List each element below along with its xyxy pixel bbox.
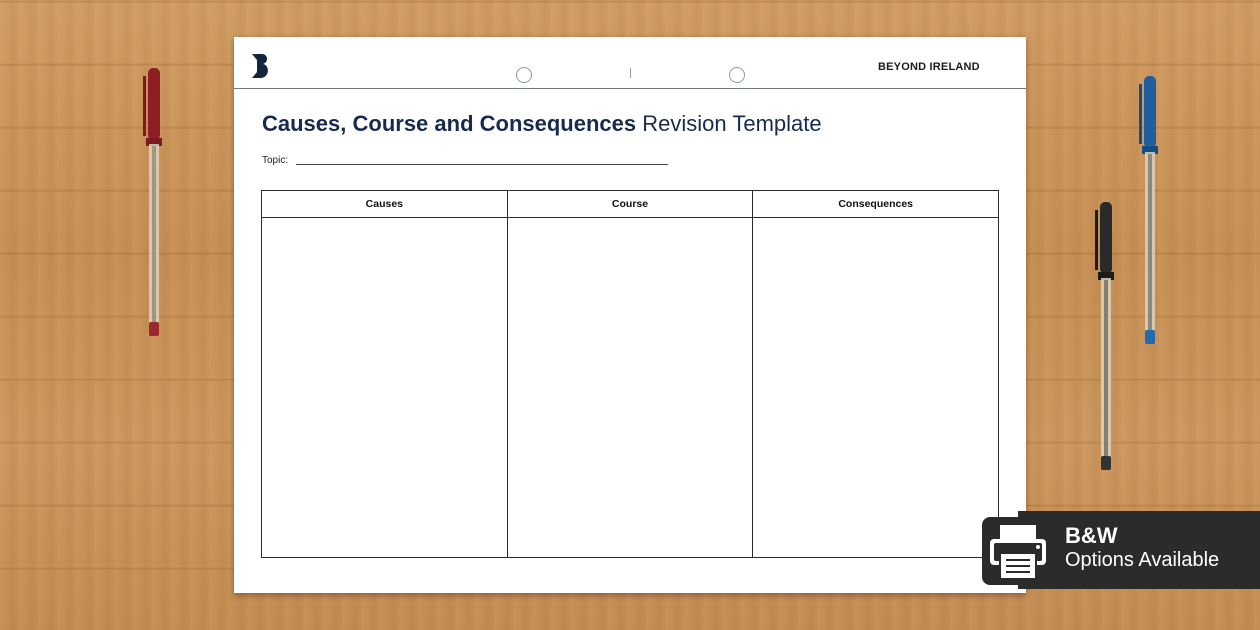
worksheet-header [234, 37, 1026, 89]
printer-icon [982, 517, 1054, 585]
blue-pen [1136, 76, 1166, 348]
topic-label: Topic: [262, 155, 289, 166]
bw-options-badge [1018, 511, 1260, 589]
logo-icon [250, 52, 272, 80]
table-column-consequences [752, 191, 998, 557]
badge-title: B&W [1065, 523, 1118, 548]
column-writing-area [262, 218, 507, 557]
red-pen [140, 68, 170, 340]
topic-write-line [296, 164, 668, 165]
punch-hole-icon [516, 67, 532, 83]
page-title-bold: Causes, Course and Consequences [262, 111, 637, 136]
center-mark [630, 68, 631, 78]
column-writing-area [753, 218, 998, 557]
column-header: Course [508, 191, 753, 218]
table-column-causes [262, 191, 507, 557]
table-column-course [507, 191, 753, 557]
page-title-regular: Revision Template [642, 111, 822, 136]
column-header: Consequences [753, 191, 998, 218]
punch-hole-icon [729, 67, 745, 83]
worksheet-page [234, 37, 1026, 593]
black-pen [1092, 202, 1122, 474]
column-writing-area [508, 218, 753, 557]
revision-table [261, 190, 999, 558]
badge-subtitle: Options Available [1065, 549, 1220, 571]
column-header: Causes [262, 191, 507, 218]
brand-label: BEYOND IRELAND [878, 61, 980, 73]
page-title [262, 111, 822, 137]
